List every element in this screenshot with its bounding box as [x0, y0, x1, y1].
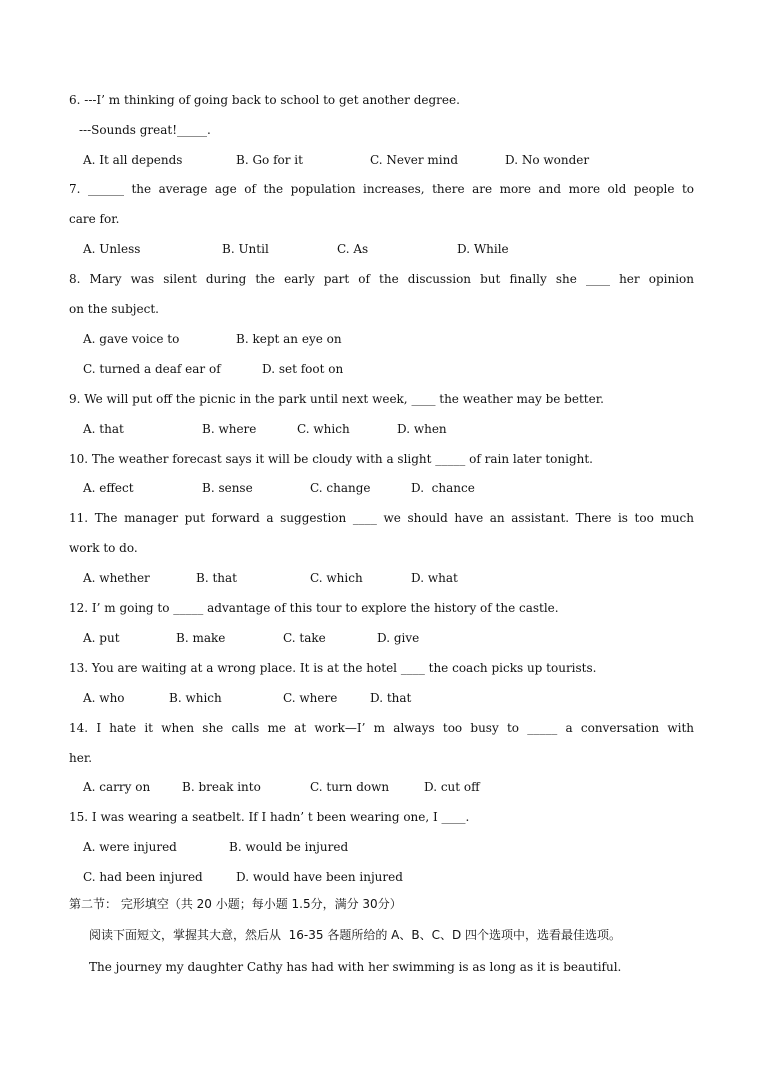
question-8-option-b: B. kept an eye on: [236, 332, 342, 346]
question-6-reply: ---Sounds great!_____.: [79, 123, 211, 137]
question-6-option-b: B. Go for it: [236, 153, 303, 167]
question-12-option-d: D. give: [377, 631, 420, 645]
question-8-option-a: A. gave voice to: [83, 332, 180, 346]
question-13-option-d: D. that: [370, 691, 412, 705]
question-14-stem-continued: her.: [69, 751, 93, 765]
question-15-option-c: C. had been injured: [83, 870, 203, 884]
question-6-option-a: A. It all depends: [83, 153, 183, 167]
question-11-stem: 11. The manager put forward a suggestion ____ we should have an assistant. There is too much: [69, 511, 694, 525]
question-13-option-b: B. which: [169, 691, 222, 705]
question-13-stem: 13. You are waiting at a wrong place. It is at the hotel ____ the coach picks up tourists.: [69, 661, 597, 675]
question-6-option-d: D. No wonder: [505, 153, 590, 167]
question-14-option-a: A. carry on: [83, 780, 151, 794]
question-14-option-b: B. break into: [182, 780, 261, 794]
question-14-stem: 14. I hate it when she calls me at work—I’ m always too busy to _____ a conversation with: [69, 721, 694, 735]
question-10-option-a: A. effect: [83, 481, 134, 495]
passage-first-line: The journey my daughter Cathy has had with her swimming is as long as it is beautiful.: [89, 960, 622, 974]
question-10-option-b: B. sense: [202, 481, 253, 495]
question-11-option-b: B. that: [196, 571, 237, 585]
section-2-title: 第二节： 完形填空（共 20 小题；每小题 1.5分，满分 30分）: [69, 897, 402, 911]
question-14-option-c: C. turn down: [310, 780, 390, 794]
question-14-option-d: D. cut off: [424, 780, 480, 794]
question-10-option-c: C. change: [310, 481, 371, 495]
question-7-option-b: B. Until: [222, 242, 269, 256]
question-10-option-d: D. chance: [411, 481, 475, 495]
question-7-option-c: C. As: [337, 242, 369, 256]
question-12-option-b: B. make: [176, 631, 226, 645]
question-8-option-d: D. set foot on: [262, 362, 344, 376]
question-6-stem: 6. ---I’ m thinking of going back to school to get another degree.: [69, 93, 460, 107]
question-11-option-a: A. whether: [83, 571, 150, 585]
question-7-stem-continued: care for.: [69, 212, 120, 226]
question-10-stem: 10. The weather forecast says it will be cloudy with a slight _____ of rain later tonight.: [69, 452, 593, 466]
question-9-option-b: B. where: [202, 422, 257, 436]
question-15-option-d: D. would have been injured: [236, 870, 403, 884]
question-12-option-c: C. take: [283, 631, 326, 645]
question-8-option-c: C. turned a deaf ear of: [83, 362, 221, 376]
question-9-option-d: D. when: [397, 422, 447, 436]
question-9-stem: 9. We will put off the picnic in the park until next week, ____ the weather may be better.: [69, 392, 604, 406]
question-7-stem: 7. ______ the average age of the population increases, there are more and more old people to: [69, 182, 694, 196]
question-11-stem-continued: work to do.: [69, 541, 138, 555]
question-9-option-a: A. that: [83, 422, 124, 436]
question-13-option-a: A. who: [83, 691, 125, 705]
question-7-option-d: D. While: [457, 242, 509, 256]
question-15-option-a: A. were injured: [83, 840, 177, 854]
question-8-stem-continued: on the subject.: [69, 302, 159, 316]
question-15-option-b: B. would be injured: [229, 840, 349, 854]
question-11-option-d: D. what: [411, 571, 458, 585]
question-12-option-a: A. put: [83, 631, 120, 645]
question-7-option-a: A. Unless: [83, 242, 141, 256]
question-8-stem: 8. Mary was silent during the early part of the discussion but finally she ____ her opinion: [69, 272, 694, 286]
question-12-stem: 12. I’ m going to _____ advantage of this tour to explore the history of the castle.: [69, 601, 559, 615]
question-11-option-c: C. which: [310, 571, 363, 585]
question-13-option-c: C. where: [283, 691, 338, 705]
question-15-stem: 15. I was wearing a seatbelt. If I hadn’ t been wearing one, I ____.: [69, 810, 470, 824]
question-6-option-c: C. Never mind: [370, 153, 459, 167]
question-9-option-c: C. which: [297, 422, 350, 436]
section-2-instruction: 阅读下面短文，掌握其大意，然后从 16-35 各题所给的 A、B、C、D 四个选项中，选看最佳选项。: [89, 928, 622, 942]
